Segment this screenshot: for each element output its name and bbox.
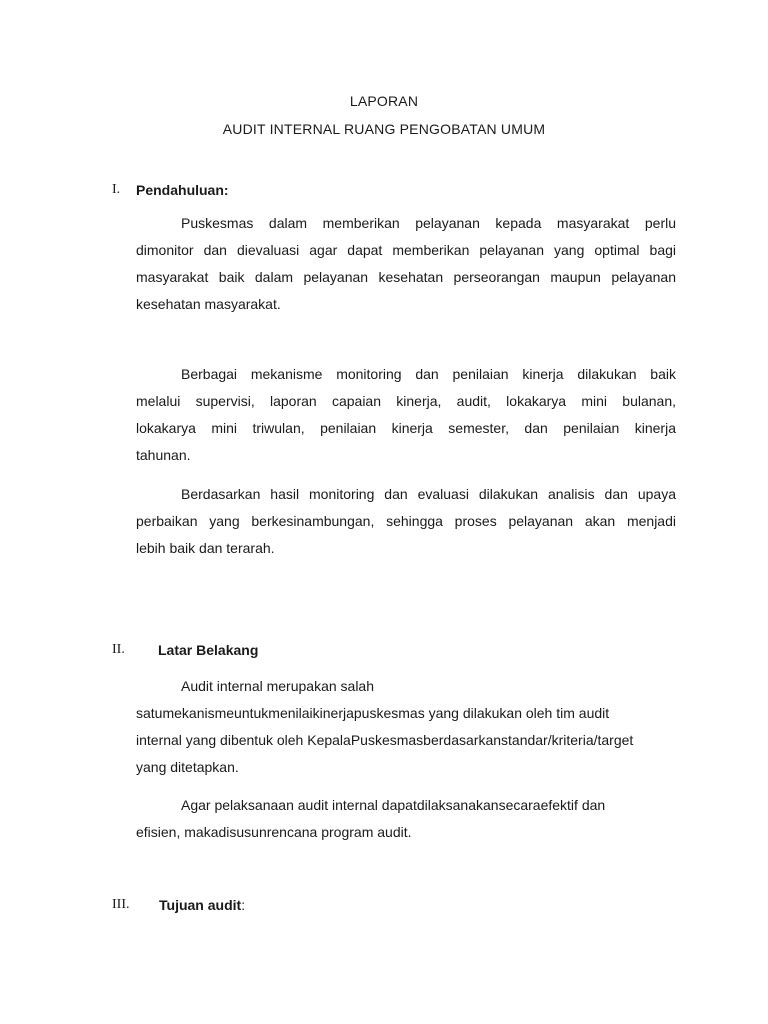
section-title: Pendahuluan:: [136, 182, 229, 198]
report-subtitle: AUDIT INTERNAL RUANG PENGOBATAN UMUM: [222, 121, 546, 137]
section-number: I.: [112, 182, 121, 197]
paragraph-line: satumekanismeuntukmenilaikinerjapuskesmas yang dilakukan oleh tim audit: [136, 705, 610, 721]
paragraph-latar-belakang-2: [136, 792, 676, 846]
paragraph-line: Puskesmas dalam memberikan pelayanan kepada masyarakat perlu: [181, 215, 676, 231]
paragraph-pendahuluan-1: [136, 210, 676, 318]
section-title-text: Tujuan audit: [159, 897, 242, 913]
paragraph-line: Audit internal merupakan salah: [181, 678, 375, 694]
paragraph-line: kesehatan masyarakat.: [136, 296, 281, 312]
paragraph-line: lokakarya mini triwulan, penilaian kinerja semester, dan penilaian kinerja: [136, 420, 676, 436]
paragraph-line: Berdasarkan hasil monitoring dan evaluasi dilakukan analisis dan upaya: [181, 486, 676, 502]
paragraph-line: internal yang dibentuk oleh KepalaPuskesmasberdasarkanstandar/kriteria/target: [136, 732, 634, 748]
paragraph-pendahuluan-3: [136, 481, 676, 562]
paragraph-line: Agar pelaksanaan audit internal dapatdilaksanakansecaraefektif dan: [181, 797, 606, 813]
paragraph-line: perbaikan yang berkesinambungan, sehingga proses pelayanan akan menjadi: [136, 513, 676, 529]
paragraph-line: Berbagai mekanisme monitoring dan penilaian kinerja dilakukan baik: [181, 366, 676, 382]
section-number: II.: [112, 642, 125, 657]
paragraph-pendahuluan-2: [136, 361, 676, 469]
section-title: Latar Belakang: [158, 642, 259, 658]
paragraph-line: lebih baik dan terarah.: [136, 540, 275, 556]
section-number: III.: [112, 897, 130, 912]
paragraph-line: yang ditetapkan.: [136, 759, 239, 775]
paragraph-line: masyarakat baik dalam pelayanan kesehatan perseorangan maupun pelayanan: [136, 269, 676, 285]
section-title-colon: :: [241, 897, 246, 913]
paragraph-line: tahunan.: [136, 447, 191, 463]
report-title: LAPORAN: [349, 93, 419, 109]
paragraph-latar-belakang-1: [136, 673, 676, 781]
paragraph-line: efisien, makadisusunrencana program audit.: [136, 824, 412, 840]
section-title: [159, 897, 245, 913]
paragraph-line: dimonitor dan dievaluasi agar dapat memberikan pelayanan yang optimal bagi: [136, 242, 676, 258]
paragraph-line: melalui supervisi, laporan capaian kinerja, audit, lokakarya mini bulanan,: [136, 393, 676, 409]
